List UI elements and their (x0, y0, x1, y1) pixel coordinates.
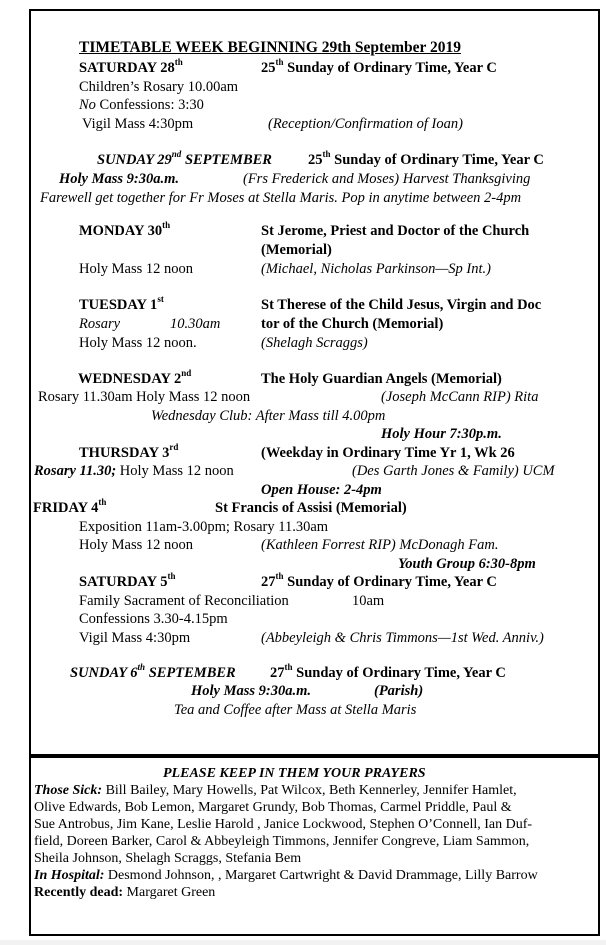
tue1-note: (Shelagh Scraggs) (261, 335, 368, 351)
fri4-day: FRIDAY 4th (33, 497, 107, 516)
mon30-note: (Michael, Nicholas Parkinson—Sp Int.) (261, 261, 491, 277)
prayers-sick-line-2: Olive Edwards, Bob Lemon, Margaret Grundy, Bob Thomas, Carmel Priddle, Paul & (34, 800, 512, 815)
mon30-day: MONDAY 30th (79, 220, 171, 239)
fri4-exposition: Exposition 11am-3.00pm; Rosary 11.30am (79, 519, 329, 535)
prayers-heading: PLEASE KEEP IN THEM YOUR PRAYERS (163, 766, 426, 781)
thu3-times: Rosary 11.30; Holy Mass 12 noon (34, 463, 234, 479)
sun29-note: (Frs Frederick and Moses) Harvest Thanksgiving (243, 171, 531, 187)
thu3-feast: (Weekday in Ordinary Time Yr 1, Wk 26 (261, 445, 515, 461)
sat28-vigil-note: (Reception/Confirmation of Ioan) (268, 116, 463, 132)
sun29-feast: 25th Sunday of Ordinary Time, Year C (308, 149, 544, 168)
sat5-vigil: Vigil Mass 4:30pm (79, 630, 191, 646)
sat5-feast: 27th Sunday of Ordinary Time, Year C (261, 571, 497, 590)
sat5-confessions: Confessions 3.30-4.15pm (79, 611, 228, 627)
wed2-day: WEDNESDAY 2nd (78, 368, 192, 387)
prayers-sick-line-3: Sue Antrobus, Jim Kane, Leslie Harold , Janice Lockwood, Stephen O’Connell, Ian Duf- (34, 817, 533, 832)
page-title: TIMETABLE WEEK BEGINNING 29th September 2019 (79, 39, 461, 56)
thu3-open-house: Open House: 2-4pm (261, 482, 382, 498)
fri4-feast: St Francis of Assisi (Memorial) (215, 500, 407, 516)
sun29-farewell: Farewell get together for Fr Moses at Stella Maris. Pop in anytime between 2-4pm (40, 190, 522, 206)
sat5-reconciliation: Family Sacrament of Reconciliation (79, 593, 289, 609)
mon30-feast: St Jerome, Priest and Doctor of the Church (261, 223, 530, 239)
prayers-sick-line-5: Sheila Johnson, Shelagh Scraggs, Stefania Bem (34, 851, 302, 866)
sun6-mass-note: (Parish) (374, 683, 424, 699)
sat28-day: SATURDAY 28th (79, 57, 183, 76)
prayers-sick-line-1: Those Sick: Bill Bailey, Mary Howells, Pat Wilcox, Beth Kennerley, Jennifer Hamlet, (34, 783, 517, 798)
tue1-feast: St Therese of the Child Jesus, Virgin and Doc (261, 297, 542, 313)
sat28-vigil: Vigil Mass 4:30pm (82, 116, 194, 132)
tue1-feast-cont: tor of the Church (Memorial) (261, 316, 444, 332)
thu3-day: THURSDAY 3rd (79, 442, 179, 461)
tue1-rosary-time: 10.30am (170, 316, 221, 332)
wed2-club: Wednesday Club: After Mass till 4.00pm (151, 408, 386, 424)
tue1-mass: Holy Mass 12 noon. (79, 335, 197, 351)
sat5-day: SATURDAY 5th (79, 571, 176, 590)
thu3-note: (Des Garth Jones & Family) UCM (352, 463, 555, 479)
sat5-reconciliation-time: 10am (352, 593, 385, 609)
sun6-mass: Holy Mass 9:30a.m. (191, 683, 312, 699)
wed2-feast: The Holy Guardian Angels (Memorial) (261, 371, 502, 387)
sun6-day: SUNDAY 6th SEPTEMBER (70, 662, 236, 681)
fri4-youth: Youth Group 6:30-8pm (398, 556, 536, 572)
prayers-recently-dead: Recently dead: Margaret Green (34, 885, 216, 900)
sat28-feast: 25th Sunday of Ordinary Time, Year C (261, 57, 497, 76)
page-bottom-edge (0, 940, 606, 945)
wed2-note: (Joseph McCann RIP) Rita (381, 389, 539, 405)
sat28-rosary: Children’s Rosary 10.00am (79, 79, 239, 95)
sun29-day: SUNDAY 29nd SEPTEMBER (97, 149, 272, 168)
fri4-mass: Holy Mass 12 noon (79, 537, 193, 553)
prayers-sick-line-4: field, Doreen Barker, Carol & Abbeyleigh Timmons, Jennifer Congreve, Liam Sammon, (34, 834, 530, 849)
wed2-times: Rosary 11.30am Holy Mass 12 noon (38, 389, 251, 405)
section-divider (29, 754, 600, 758)
mon30-feast-rank: (Memorial) (261, 242, 332, 258)
mon30-mass: Holy Mass 12 noon (79, 261, 193, 277)
sat28-confessions: No Confessions: 3:30 (79, 97, 204, 113)
fri4-note: (Kathleen Forrest RIP) McDonagh Fam. (261, 537, 499, 553)
wed2-holy-hour: Holy Hour 7:30p.m. (381, 426, 502, 442)
tue1-day: TUESDAY 1st (79, 294, 164, 313)
sun6-tea: Tea and Coffee after Mass at Stella Maris (174, 702, 417, 718)
sat5-note: (Abbeyleigh & Chris Timmons—1st Wed. Anniv.) (261, 630, 544, 646)
tue1-rosary: Rosary (79, 316, 121, 332)
sun6-feast: 27th Sunday of Ordinary Time, Year C (270, 662, 506, 681)
sun29-mass: Holy Mass 9:30a.m. (59, 171, 180, 187)
prayers-hospital: In Hospital: Desmond Johnson, , Margaret Cartwright & David Drammage, Lilly Barrow (34, 868, 538, 883)
